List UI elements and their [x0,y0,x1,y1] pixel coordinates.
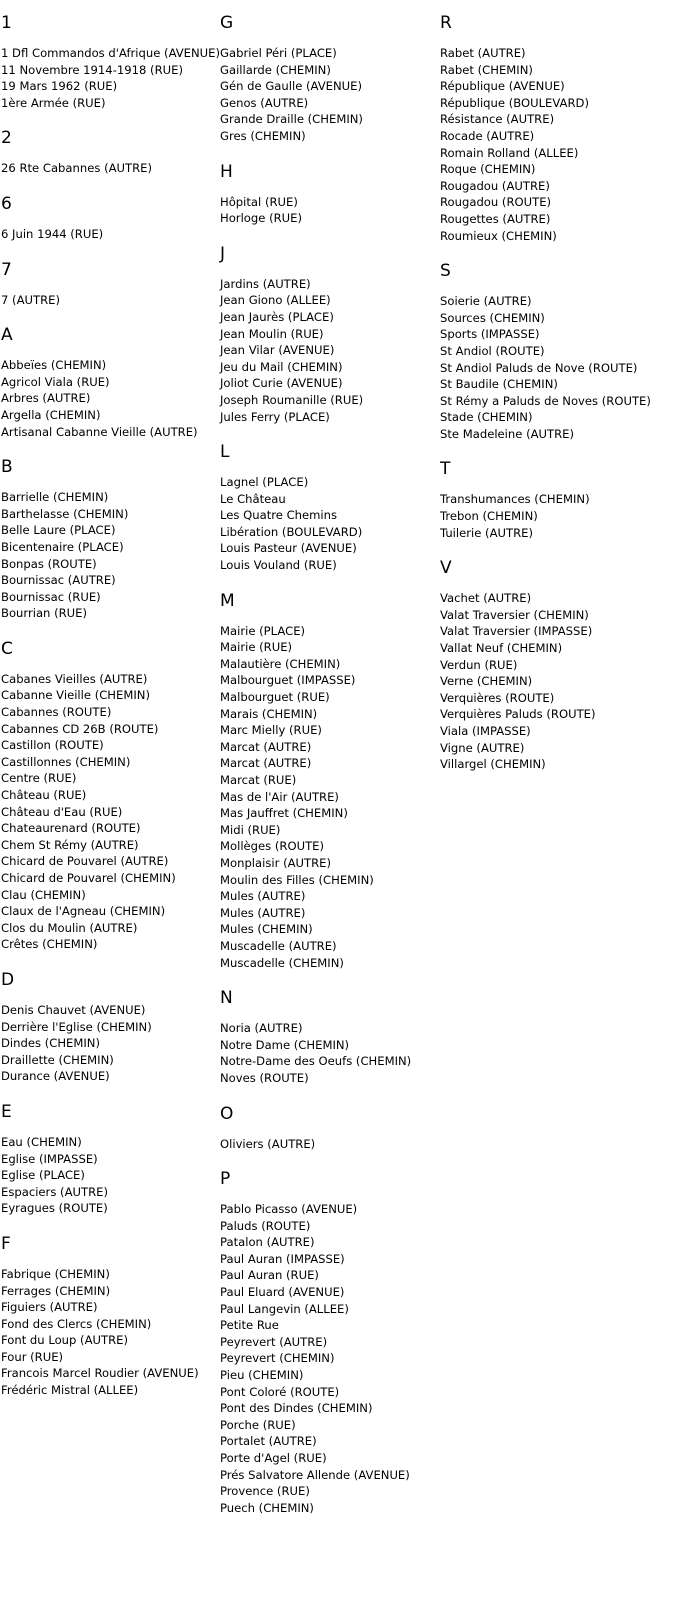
street-entry: Marais (CHEMIN) [220,706,318,721]
street-entry: Francois Marcel Roudier (AVENUE) [1,1366,199,1381]
street-entry: Derrière l'Eglise (CHEMIN) [1,1019,152,1034]
letter-heading: O [220,1103,234,1124]
street-entry: Paul Langevin (ALLEE) [220,1301,349,1316]
letter-heading: F [1,1233,11,1254]
street-entry: Jean Moulin (RUE) [220,326,324,341]
street-entry: Agricol Viala (RUE) [1,374,110,389]
street-entry: Fond des Clercs (CHEMIN) [1,1316,152,1331]
street-entry: Provence (RUE) [220,1484,310,1499]
letter-group [440,558,675,773]
street-entry: Genos (AUTRE) [220,95,309,110]
street-list [1,292,216,309]
letter-heading: 7 [1,259,12,280]
street-list [1,45,221,111]
street-entry: Noves (ROUTE) [220,1070,309,1085]
street-entry: Horloge (RUE) [220,211,302,226]
street-entry: Mules (CHEMIN) [220,922,313,937]
street-entry: Clau (CHEMIN) [1,887,86,902]
letter-group [1,457,216,622]
street-entry: Arbres (AUTRE) [1,391,91,406]
index-column [220,13,435,1533]
street-entry: Denis Chauvet (AVENUE) [1,1002,146,1017]
street-list [220,623,435,971]
letter-group [1,1102,216,1217]
street-entry: St Baudile (CHEMIN) [440,377,558,392]
street-entry: Paul Auran (IMPASSE) [220,1251,345,1266]
letter-group [220,988,435,1086]
letter-heading: V [440,558,452,579]
street-entry: Dindes (CHEMIN) [1,1036,100,1051]
street-entry: Pont Coloré (ROUTE) [220,1384,340,1399]
street-entry: Malbourguet (IMPASSE) [220,673,356,688]
letter-heading: G [220,13,234,33]
street-list [440,293,675,442]
street-entry: Mas Jauffret (CHEMIN) [220,806,348,821]
letter-group [440,459,675,541]
street-entry: Castillon (ROUTE) [1,738,104,753]
street-list [1,226,216,243]
street-entry: Joliot Curie (AVENUE) [220,376,343,391]
street-entry: Paluds (ROUTE) [220,1218,311,1233]
street-entry: Transhumances (CHEMIN) [440,492,590,507]
letter-group [220,591,435,971]
street-entry: Barthelasse (CHEMIN) [1,506,129,521]
street-entry: Chem St Rémy (AUTRE) [1,837,139,852]
street-entry: Figuiers (AUTRE) [1,1300,98,1315]
street-entry: Vigne (AUTRE) [440,740,525,755]
street-entry: Marcat (AUTRE) [220,756,312,771]
street-entry: Petite Rue [220,1318,279,1333]
street-entry: Patalon (AUTRE) [220,1235,315,1250]
street-entry: 11 Novembre 1914-1918 (RUE) [1,62,183,77]
street-entry: Sources (CHEMIN) [440,310,545,325]
street-entry: Porte d'Agel (RUE) [220,1451,327,1465]
street-entry: Rabet (AUTRE) [440,46,526,60]
letter-group [1,970,216,1085]
letter-group [440,13,675,244]
street-entry: Marc Mielly (RUE) [220,723,322,738]
street-entry: République (BOULEVARD) [440,95,589,110]
street-entry: Marcat (RUE) [220,773,297,787]
letter-heading: 6 [1,193,12,214]
street-entry: Paul Auran (RUE) [220,1268,319,1283]
street-list [220,45,435,145]
letter-group [1,639,216,953]
street-entry: Marcat (AUTRE) [220,739,312,754]
street-entry: Verquières (ROUTE) [440,690,555,705]
street-entry: Lagnel (PLACE) [220,475,309,490]
letter-heading: E [1,1101,12,1122]
street-entry: Rougettes (AUTRE) [440,211,551,226]
street-entry: Chateaurenard (ROUTE) [1,821,141,836]
letter-heading: N [220,988,233,1009]
street-entry: Rougadou (ROUTE) [440,195,552,210]
street-entry: Fabrique (CHEMIN) [1,1266,110,1281]
street-entry: Viala (IMPASSE) [440,724,531,738]
street-entry: Midi (RUE) [220,822,281,837]
street-list [220,276,435,425]
street-entry: Ferrages (CHEMIN) [1,1283,111,1298]
street-list [1,671,216,953]
street-entry: Valat Traversier (CHEMIN) [440,607,589,622]
street-entry: Castillonnes (CHEMIN) [1,754,131,769]
street-entry: Soierie (AUTRE) [440,294,532,309]
street-entry: Peyrevert (CHEMIN) [220,1351,335,1366]
street-entry: Moulin des Filles (CHEMIN) [220,872,374,887]
street-entry: Pont des Dindes (CHEMIN) [220,1401,373,1416]
street-entry: Villargel (CHEMIN) [440,757,546,772]
index-column [440,13,675,790]
street-entry: Mas de l'Air (AUTRE) [220,789,339,804]
street-entry: Jean Jaurès (PLACE) [220,309,334,324]
street-entry: Durance (AVENUE) [1,1069,110,1084]
street-entry: Noria (AUTRE) [220,1021,303,1036]
street-entry: Peyrevert (AUTRE) [220,1334,328,1349]
street-entry: 1ère Armée (RUE) [1,95,106,110]
street-entry: Muscadelle (CHEMIN) [220,955,344,970]
street-entry: Hôpital (RUE) [220,194,298,209]
street-entry: Eglise (PLACE) [1,1168,85,1183]
street-entry: Portalet (AUTRE) [220,1434,317,1449]
street-entry: Barrielle (CHEMIN) [1,490,109,505]
street-entry: Roumieux (CHEMIN) [440,228,557,243]
street-list [1,1002,216,1085]
street-entry: Notre-Dame des Oeufs (CHEMIN) [220,1054,412,1069]
street-entry: Louis Vouland (RUE) [220,558,337,573]
street-entry: Four (RUE) [1,1349,64,1364]
letter-group [1,128,216,177]
street-entry: Romain Rolland (ALLEE) [440,145,579,160]
street-entry: Trebon (CHEMIN) [440,509,538,524]
street-entry: Jean Vilar (AVENUE) [220,343,335,358]
letter-heading: M [220,590,235,611]
street-entry: Bournissac (AUTRE) [1,573,116,588]
street-entry: Cabanes Vieilles (AUTRE) [1,671,148,686]
street-entry: Pieu (CHEMIN) [220,1368,304,1383]
street-entry: Argella (CHEMIN) [1,407,101,422]
street-entry: Bicentenaire (PLACE) [1,539,124,554]
street-entry: Château (RUE) [1,788,87,803]
street-entry: Eau (CHEMIN) [1,1134,82,1149]
street-entry: Porche (RUE) [220,1417,296,1432]
street-entry: Gén de Gaulle (AVENUE) [220,79,363,94]
street-entry: Joseph Roumanille (RUE) [220,392,364,407]
street-entry: Gaillarde (CHEMIN) [220,62,331,77]
street-list [220,1136,435,1153]
street-entry: Gres (CHEMIN) [220,128,306,143]
street-entry: Jules Ferry (PLACE) [220,409,330,424]
letter-heading: D [1,969,15,990]
street-list [440,45,675,244]
street-entry: Notre Dame (CHEMIN) [220,1037,350,1052]
letter-heading: 2 [1,128,12,149]
letter-group [1,194,216,243]
letter-group [440,261,675,442]
letter-group [220,442,435,574]
street-list [440,590,675,773]
street-entry: Rabet (CHEMIN) [440,62,533,77]
letter-group [1,1234,216,1399]
street-entry: Pablo Picasso (AVENUE) [220,1202,358,1217]
street-entry: 1 Dfl Commandos d'Afrique (AVENUE) [1,46,221,60]
index-column [1,13,221,1416]
street-list [440,491,675,541]
street-entry: Malbourguet (RUE) [220,690,330,705]
street-entry: Bonpas (ROUTE) [1,556,97,571]
street-entry: Centre (RUE) [1,771,77,786]
street-entry: Le Château [220,491,286,506]
letter-heading: T [440,459,451,480]
street-entry: Monplaisir (AUTRE) [220,855,331,870]
letter-group [220,13,435,145]
street-entry: Cabannes CD 26B (ROUTE) [1,721,159,736]
letter-heading: 1 [1,13,12,33]
street-entry: Jean Giono (ALLEE) [220,293,331,308]
street-entry: Mollèges (ROUTE) [220,839,325,854]
street-entry: Mairie (RUE) [220,640,293,655]
street-list [1,357,216,440]
street-entry: Gabriel Péri (PLACE) [220,46,337,60]
street-entry: Verne (CHEMIN) [440,674,533,689]
letter-group [220,244,435,425]
letter-heading: H [220,161,233,182]
street-entry: Roque (CHEMIN) [440,162,536,177]
letter-heading: J [220,243,226,264]
street-list [220,1201,435,1516]
street-entry: Cabannes (ROUTE) [1,705,112,720]
street-entry: Chicard de Pouvarel (CHEMIN) [1,871,176,885]
street-entry: Libération (BOULEVARD) [220,524,363,539]
street-entry: Belle Laure (PLACE) [1,523,116,538]
street-entry: 19 Mars 1962 (RUE) [1,79,118,94]
letter-heading: C [1,638,13,659]
street-entry: Crêtes (CHEMIN) [1,937,98,952]
street-entry: Bournissac (RUE) [1,589,101,604]
letter-heading: P [220,1169,231,1190]
street-entry: Mairie (PLACE) [220,623,306,638]
letter-group [1,325,216,440]
street-list [220,194,435,227]
street-entry: Stade (CHEMIN) [440,410,533,425]
street-entry: Les Quatre Chemins [220,508,338,523]
street-list [1,1266,216,1399]
street-entry: St Andiol Paluds de Nove (ROUTE) [440,360,638,375]
street-list [1,489,216,622]
street-entry: Mules (AUTRE) [220,905,306,920]
street-entry: Ste Madeleine (AUTRE) [440,426,574,441]
street-entry: Clos du Moulin (AUTRE) [1,920,138,935]
letter-group [1,13,221,111]
street-entry: Abbeïes (CHEMIN) [1,358,107,373]
street-entry: 7 (AUTRE) [1,292,60,307]
street-entry: Verquières Paluds (ROUTE) [440,707,596,722]
letter-group [220,162,435,227]
street-entry: Frédéric Mistral (ALLEE) [1,1383,139,1398]
street-entry: Claux de l'Agneau (CHEMIN) [1,904,166,919]
street-entry: Résistance (AUTRE) [440,112,555,127]
street-entry: République (AVENUE) [440,79,565,94]
street-entry: Font du Loup (AUTRE) [1,1333,128,1348]
street-entry: Muscadelle (AUTRE) [220,938,337,953]
letter-group [1,260,216,309]
street-entry: Château d'Eau (RUE) [1,804,123,819]
street-entry: Grande Draille (CHEMIN) [220,112,363,127]
street-entry: Oliviers (AUTRE) [220,1136,316,1151]
street-entry: Paul Eluard (AVENUE) [220,1285,345,1300]
street-entry: St Rémy a Paluds de Noves (ROUTE) [440,393,651,408]
street-entry: Valat Traversier (IMPASSE) [440,624,593,639]
street-entry: Chicard de Pouvarel (AUTRE) [1,854,169,869]
letter-group [220,1104,435,1153]
street-list [220,474,435,574]
street-entry: Eglise (IMPASSE) [1,1151,98,1166]
street-entry: St Andiol (ROUTE) [440,343,545,358]
street-entry: Vachet (AUTRE) [440,591,532,606]
street-entry: Prés Salvatore Allende (AVENUE) [220,1467,410,1482]
letter-heading: S [440,261,451,282]
street-entry: Sports (IMPASSE) [440,327,540,342]
street-entry: 26 Rte Cabannes (AUTRE) [1,161,153,176]
street-entry: Eyragues (ROUTE) [1,1201,108,1216]
street-entry: Artisanal Cabanne Vieille (AUTRE) [1,424,198,439]
letter-heading: R [440,13,452,33]
street-entry: Rocade (AUTRE) [440,128,535,143]
street-entry: Puech (CHEMIN) [220,1500,314,1515]
street-entry: 6 Juin 1944 (RUE) [1,226,104,241]
letter-heading: L [220,442,230,463]
letter-heading: B [1,457,13,478]
street-entry: Jardins (AUTRE) [220,276,311,291]
street-list [220,1020,435,1086]
street-entry: Draillette (CHEMIN) [1,1052,114,1067]
street-entry: Bourrian (RUE) [1,606,87,621]
letter-heading: A [1,325,13,346]
street-entry: Vallat Neuf (CHEMIN) [440,641,563,656]
street-entry: Tuilerie (AUTRE) [440,525,533,540]
street-entry: Mules (AUTRE) [220,889,306,904]
street-entry: Espaciers (AUTRE) [1,1184,108,1199]
street-list [1,1134,216,1217]
street-entry: Malautière (CHEMIN) [220,656,341,671]
street-list [1,160,216,177]
street-entry: Rougadou (AUTRE) [440,178,550,193]
street-entry: Louis Pasteur (AVENUE) [220,541,357,556]
street-entry: Verdun (RUE) [440,657,518,672]
street-entry: Cabanne Vieille (CHEMIN) [1,688,150,703]
letter-group [220,1169,435,1516]
street-entry: Jeu du Mail (CHEMIN) [220,359,343,374]
